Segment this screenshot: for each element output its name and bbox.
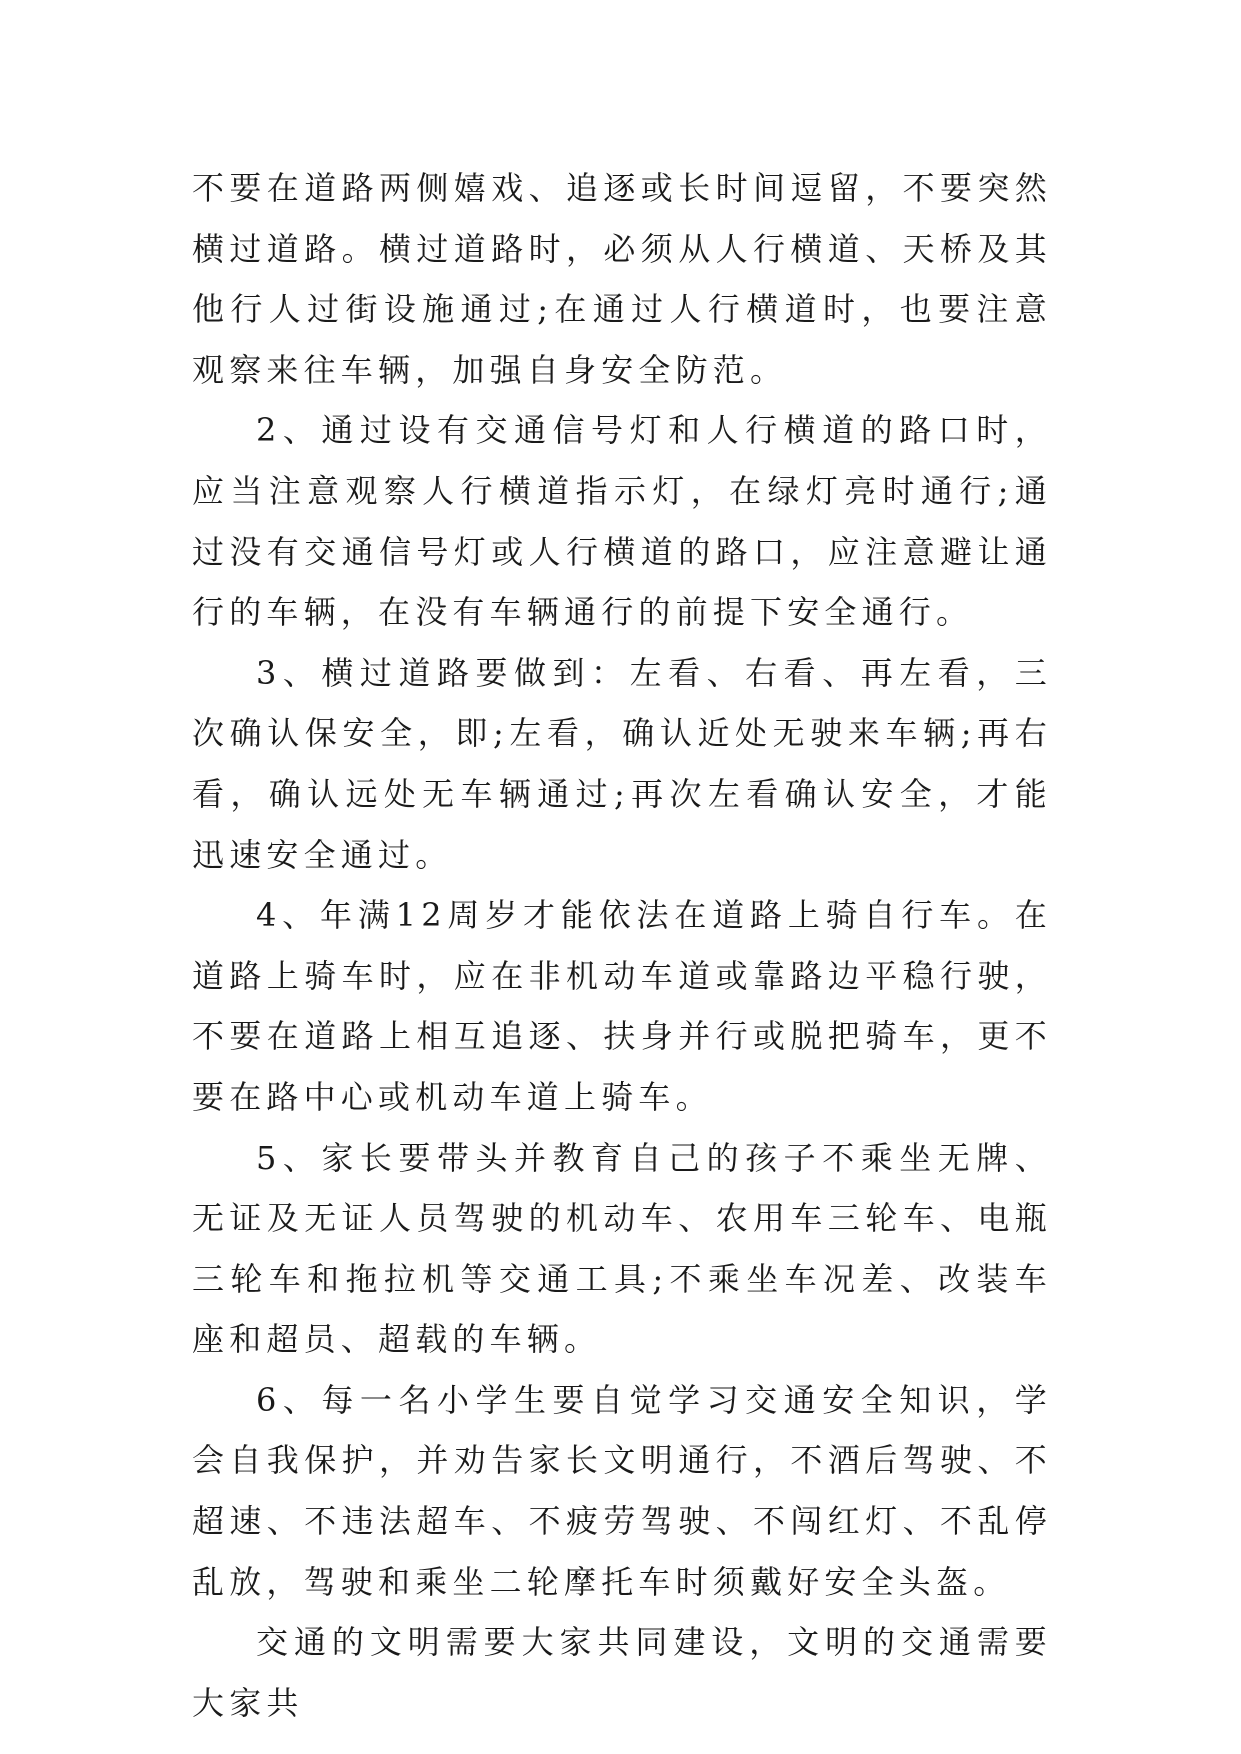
paragraph-item-5: 5、家长要带头并教育自己的孩子不乘坐无牌、无证及无证人员驾驶的机动车、农用车三轮车、电瓶三轮车和拖拉机等交通工具;不乘坐车况差、改装车座和超员、超载的车辆。 (192, 1138, 1052, 1359)
paragraph-item-2: 2、通过设有交通信号灯和人行横道的路口时，应当注意观察人行横道指示灯，在绿灯亮时通行;通过没有交通信号灯或人行横道的路口，应注意避让通行的车辆，在没有车辆通行的前提下安全通行。 (192, 411, 1052, 632)
paragraph-item-6: 6、每一名小学生要自觉学习交通安全知识，学会自我保护，并劝告家长文明通行，不酒后驾驶、不超速、不违法超车、不疲劳驾驶、不闯红灯、不乱停乱放，驾驶和乘坐二轮摩托车时须戴好安全头盔。 (192, 1380, 1052, 1601)
paragraph-closing: 交通的文明需要大家共同建设，文明的交通需要大家共 (192, 1623, 1052, 1722)
document-body (192, 158, 1052, 1733)
paragraph-continuation: 不要在道路两侧嬉戏、追逐或长时间逗留，不要突然横过道路。横过道路时，必须从人行横道、天桥及其他行人过街设施通过;在通过人行横道时，也要注意观察来往车辆，加强自身安全防范。 (192, 169, 1052, 389)
paragraph-item-4: 4、年满12周岁才能依法在道路上骑自行车。在道路上骑车时，应在非机动车道或靠路边平稳行驶，不要在道路上相互追逐、扶身并行或脱把骑车，更不要在路中心或机动车道上骑车。 (192, 896, 1052, 1116)
paragraph-item-3: 3、横过道路要做到：左看、右看、再左看，三次确认保安全，即;左看，确认近处无驶来车辆;再右看，确认远处无车辆通过;再次左看确认安全，才能迅速安全通过。 (192, 653, 1052, 874)
